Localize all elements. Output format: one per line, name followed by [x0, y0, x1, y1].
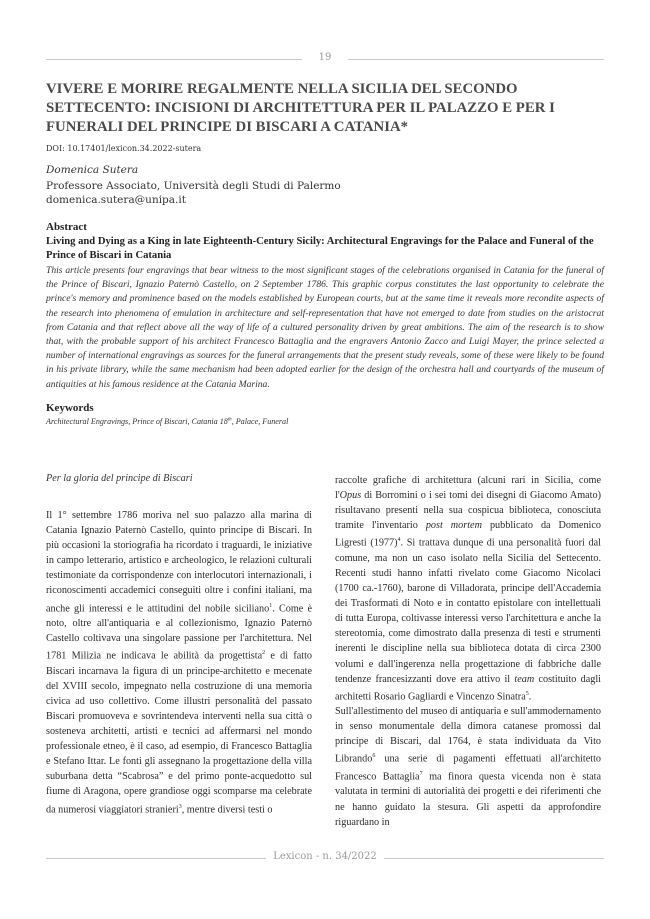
keywords-text: Architectural Engravings, Prince of Biscari, Catania 18th, Palace, Funeral: [46, 416, 289, 426]
body-paragraph-3: Sull'allestimento del museo di antiquaria e sull'ammodernamento in senso monumentale della dimora catanese promossi dal principe di Biscari, dal 1764, è stata individuata da Vito Librando$^6$ una serie di pagamenti effettuati all'architetto Francesco Battaglia$^7$ ma finora questa vicenda non è stata valutata in termini di autorialità dei progetti e dei riferimenti che ne hanno guidato la stesura. Gli aspetti da approfondire riguardano in: [335, 706, 601, 828]
doi: DOI: 10.17401/lexicon.34.2022-sutera: [46, 144, 202, 153]
column-right: [335, 473, 601, 830]
column-left: [46, 473, 312, 817]
author-email: domenica.sutera@unipa.it: [46, 194, 186, 206]
article-front-matter: [46, 80, 604, 426]
footer-text: Lexicon - n. 34/2022: [273, 851, 377, 862]
abstract-text: This article presents four engravings that bear witness to the most significant stages of the celebrations organised in Catania for the funeral of the Prince of Biscari, Ignazio Paternò Castello, on 2 September 1786. This graphic corpus constitutes the last opportunity to celebrate the prince's memory and prominence based on the models established by European courts, but at the same time it reveals more recondite aspects of the research into phenomena of emulation in architecture and self-representation that have not emerged to date from studies on the aristocrat from Catania and that reflect above all the way of life of a cultured personality driven by great ambitions. The aim of the research is to show that, with the probable support of his architect Francesco Battaglia and the engravers Antonio Zacco and Luigi Mayer, the prince selected a number of international engravings as sources for the funeral arrangements that the present study reveals, some of these were likely to be found in his private library, while the same mechanism had been adopted earlier for the design of the orchestra hall and courtyards of the museum of antiquities at his famous residence at the Catania Marina.: [46, 265, 604, 390]
page-header: [46, 52, 604, 66]
abstract-heading: Abstract: [46, 221, 87, 233]
page-footer: [46, 851, 604, 865]
article-title: VIVERE E MORIRE REGALMENTE NELLA SICILIA DEL SECONDO SETTECENTO: INCISIONI DI ARCHITETTURA PER IL PALAZZO E PER I FUNERALI DEL PRINCIPE DI BISCARI A CATANIA*: [46, 81, 555, 135]
author-name: Domenica Sutera: [46, 164, 139, 176]
section-heading: Per la gloria del principe di Biscari: [46, 473, 193, 484]
keywords-heading: Keywords: [46, 401, 94, 414]
body-paragraph-2: raccolte grafiche di architettura (alcuni rari in Sicilia, come l'Opus di Borromini o i sei tomi dei disegni di Giacomo Amato) risultavano presenti nella sua cospicua biblioteca, conosciuta tramite l'inventario post mortem pubblicato da Domenico Ligresti $(1977)^4$. Si trattava dunque di una personalità fuori dal comune, ma non un caso isolato nella Sicilia del Settecento. Recenti studi hanno infatti rivelato come Giacomo Nicolaci (1700 ca.-1760), barone di Villadorata, principe dell'Accademia dei Trasformati di Noto e in contatto epistolare con intellettuali di tutta Europa, coltivasse interessi verso l'architettura e anche la stereotomia, come dimostrato dalla presenza di testi e strumenti inerenti le discipline nella sua biblioteca dotata di circa 2300 volumi e dall'ingerenza nella progettazione di fabbriche dalle tendenze francesizzanti dove era attivo il team costituito dagli architetti Rosario Gagliardi e Vincenzo Sinatra$^5$.: [335, 475, 602, 703]
body-paragraph-1: Il 1° settembre 1786 moriva nel suo palazzo alla marina di Catania Ignazio Paternò Castello, quinto principe di Biscari. In più occasioni la storiografia ha ricordato i traguardi, le iniziative in campo letterario, artistico e archeologico, le relazioni culturali testimoniate da corrispondenze con interlocutori internazionali, i riconoscimenti accademici conseguiti oltre i confini italiani, ma anche gli interessi e le attitudini del nobile siciliano$^1$. Come è noto, oltre all'antiquaria e al collezionismo, Ignazio Paternò Castello coltivava una singolare passione per l'architettura. Nel 1781 Milizia ne indicava le abilità da progettista$^2$ e di fatto Biscari incarnava la figura di un principe-architetto e mecenate del XVIII secolo, impegnato nella costruzione di una memoria civica ad uso collettivo. Come illustri personalità del passato Biscari promuoveva e sovrintendeva interventi nella sua città o sosteneva architetti, artisti e tecnici ad affermarsi nel mondo professionale etneo, è il caso, ad esempio, di Francesco Battaglia e Stefano Ittar. Le fonti gli assegnano la progettazione della villa suburbana detta “Scabrosa” e del primo ponte-acquedotto sul fiume di Aragona, opere grandiose oggi scomparse ma celebrate da numerosi viaggiatori stranieri$^3$, mentre diversi testi o: [46, 510, 313, 815]
page-number: 19: [318, 52, 332, 63]
author-affiliation: Professore Associato, Università degli Studi di Palermo: [46, 180, 341, 192]
header-rule-right: [348, 59, 604, 60]
footer-rule-right: [384, 858, 604, 859]
abstract-subtitle: Living and Dying as a King in late Eighteenth-Century Sicily: Architectural Engravings for the Palace and Funeral of the Prince of Biscari in Catania: [46, 236, 594, 261]
